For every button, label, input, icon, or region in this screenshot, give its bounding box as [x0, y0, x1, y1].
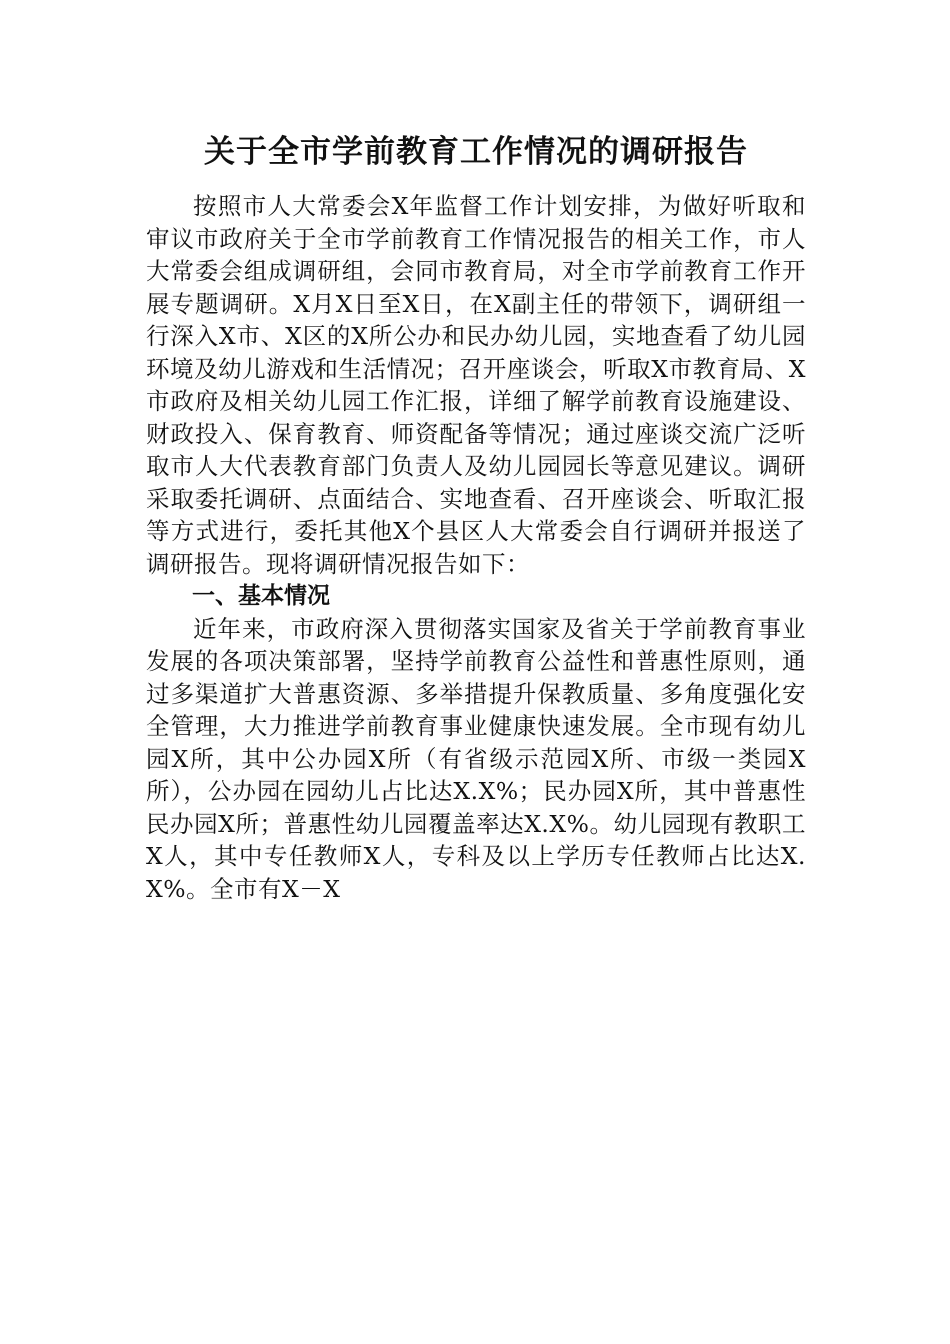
intro-paragraph: 按照市人大常委会X年监督工作计划安排，为做好听取和审议市政府关于全市学前教育工作情况报告的相关工作，市人大常委会组成调研组，会同市教育局，对全市学前教育工作开展专题调研。X月X日至X日，在X副主任的带领下，调研组一行深入X市、X区的X所公办和民办幼儿园，实地查看了幼儿园环境及幼儿游戏和生活情况；召开座谈会，听取X市教育局、X市政府及相关幼儿园工作汇报，详细了解学前教育设施建设、财政投入、保育教育、师资配备等情况；通过座谈交流广泛听取市人大代表教育部门负责人及幼儿园园长等意见建议。调研采取委托调研、点面结合、实地查看、召开座谈会、听取汇报等方式进行，委托其他X个县区人大常委会自行调研并报送了调研报告。现将调研情况报告如下： [146, 192, 806, 578]
section-heading-basic-situation: 一、基本情况 [192, 583, 330, 609]
document-title: 关于全市学前教育工作情况的调研报告 [204, 134, 748, 170]
document-page [146, 128, 806, 905]
basic-situation-paragraph: 近年来，市政府深入贯彻落实国家及省关于学前教育事业发展的各项决策部署，坚持学前教育公益性和普惠性原则，通过多渠道扩大普惠资源、多举措提升保教质量、多角度强化安全管理，大力推进学前教育事业健康快速发展。全市现有幼儿园X所，其中公办园X所（有省级示范园X所、市级一类园X所），公办园在园幼儿占比达X.X%；民办园X所，其中普惠性民办园X所；普惠性幼儿园覆盖率达X.X%。幼儿园现有教职工X人，其中专任教师X人，专科及以上学历专任教师占比达X.X%。全市有X－X [146, 614, 806, 903]
